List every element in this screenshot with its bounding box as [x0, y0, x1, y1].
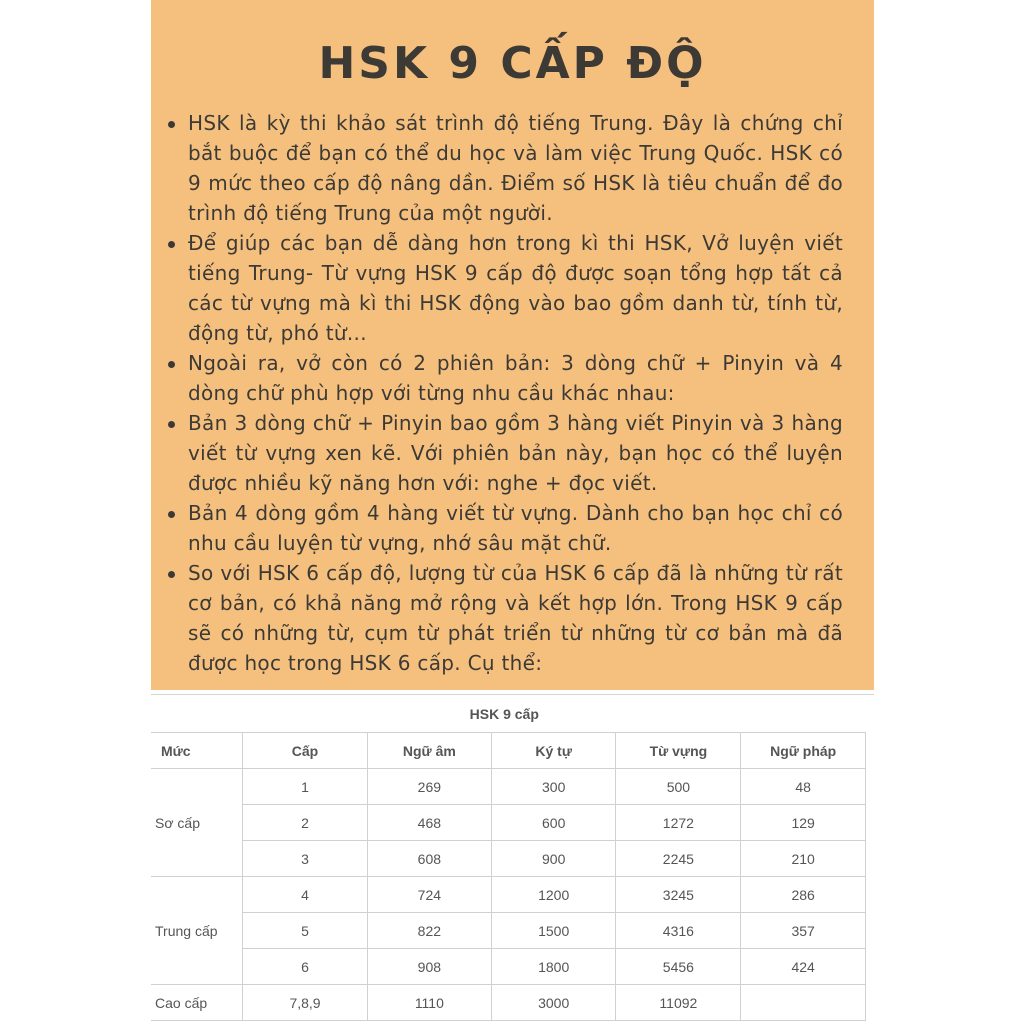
- hsk-table-container: [151, 694, 874, 1025]
- table-row: [151, 769, 866, 805]
- table-cell: 7,8,9: [243, 985, 367, 1021]
- table-cell: 129: [741, 805, 866, 841]
- table-cell: 424: [741, 949, 866, 985]
- table-row: [151, 949, 866, 985]
- table-row: [151, 877, 866, 913]
- bullet-item: Bản 3 dòng chữ + Pinyin bao gồm 3 hàng viết Pinyin và 3 hàng viết từ vựng xen kẽ. Với phiên bản này, bạn học có thể luyện được nhiều kỹ năng hơn với: nghe + đọc viết.: [188, 408, 843, 498]
- table-cell: 5456: [616, 949, 741, 985]
- page-title: HSK 9 CẤP ĐỘ: [318, 38, 707, 89]
- header-characters: Ký tự: [491, 733, 615, 769]
- table-cell: 1: [243, 769, 367, 805]
- table-cell: 286: [741, 877, 866, 913]
- table-cell: 3245: [616, 877, 741, 913]
- table-cell: 3000: [491, 985, 615, 1021]
- table-cell: 500: [616, 769, 741, 805]
- table-cell: 468: [367, 805, 491, 841]
- table-caption: HSK 9 cấp: [151, 695, 866, 733]
- level-cell: Sơ cấp: [151, 769, 243, 877]
- bullet-item: Bản 4 dòng gồm 4 hàng viết từ vựng. Dành cho bạn học chỉ có nhu cầu luyện từ vựng, nhớ sâu mặt chữ.: [188, 498, 843, 558]
- table-cell: 1272: [616, 805, 741, 841]
- table-cell: 48: [741, 769, 866, 805]
- table-cell: 1110: [367, 985, 491, 1021]
- table-cell: 3: [243, 841, 367, 877]
- header-grammar: Ngữ pháp: [741, 733, 866, 769]
- bullet-dot-icon: [168, 121, 175, 128]
- table-cell: 269: [367, 769, 491, 805]
- table-cell: 357: [741, 913, 866, 949]
- table-cell: 908: [367, 949, 491, 985]
- header-syllables: Ngữ âm: [367, 733, 491, 769]
- table-cell: 2: [243, 805, 367, 841]
- table-cell: 210: [741, 841, 866, 877]
- bullet-dot-icon: [168, 571, 175, 578]
- bullet-dot-icon: [168, 361, 175, 368]
- table-cell: 6: [243, 949, 367, 985]
- table-cell: 1800: [491, 949, 615, 985]
- bullet-list: [188, 108, 843, 678]
- bullet-item: HSK là kỳ thi khảo sát trình độ tiếng Trung. Đây là chứng chỉ bắt buộc để bạn có thể du học và làm việc Trung Quốc. HSK có 9 mức theo cấp độ nâng dần. Điểm số HSK là tiêu chuẩn để đo trình độ tiếng Trung của một người.: [188, 108, 843, 228]
- info-card: [151, 0, 874, 690]
- table-cell: 11092: [616, 985, 741, 1021]
- hsk-table: [151, 695, 866, 1021]
- bullet-dot-icon: [168, 421, 175, 428]
- bullet-dot-icon: [168, 511, 175, 518]
- table-cell: 1500: [491, 913, 615, 949]
- bullet-dot-icon: [168, 241, 175, 248]
- level-cell: Cao cấp: [151, 985, 243, 1021]
- table-cell: 600: [491, 805, 615, 841]
- table-cell: 5: [243, 913, 367, 949]
- table-cell: 724: [367, 877, 491, 913]
- header-grade: Cấp: [243, 733, 367, 769]
- header-level: Mức: [151, 733, 243, 769]
- table-row: [151, 913, 866, 949]
- table-row: [151, 841, 866, 877]
- bullet-item: So với HSK 6 cấp độ, lượng từ của HSK 6 cấp đã là những từ rất cơ bản, có khả năng mở rộng và kết hợp lớn. Trong HSK 9 cấp sẽ có những từ, cụm từ phát triển từ những từ cơ bản mà đã được học trong HSK 6 cấp. Cụ thể:: [188, 558, 843, 678]
- table-cell: [741, 985, 866, 1021]
- level-cell: Trung cấp: [151, 877, 243, 985]
- table-row: [151, 805, 866, 841]
- table-cell: 900: [491, 841, 615, 877]
- table-cell: 4: [243, 877, 367, 913]
- bullet-item: Để giúp các bạn dễ dàng hơn trong kì thi HSK, Vở luyện viết tiếng Trung- Từ vựng HSK 9 cấp độ được soạn tổng hợp tất cả các từ vựng mà kì thi HSK động vào bao gồm danh từ, tính từ, động từ, phó từ...: [188, 228, 843, 348]
- table-cell: 822: [367, 913, 491, 949]
- table-cell: 1200: [491, 877, 615, 913]
- table-cell: 608: [367, 841, 491, 877]
- table-cell: 300: [491, 769, 615, 805]
- table-cell: 4316: [616, 913, 741, 949]
- bullet-item: Ngoài ra, vở còn có 2 phiên bản: 3 dòng chữ + Pinyin và 4 dòng chữ phù hợp với từng nhu cầu khác nhau:: [188, 348, 843, 408]
- table-row: [151, 985, 866, 1021]
- table-cell: 2245: [616, 841, 741, 877]
- header-vocabulary: Từ vựng: [616, 733, 741, 769]
